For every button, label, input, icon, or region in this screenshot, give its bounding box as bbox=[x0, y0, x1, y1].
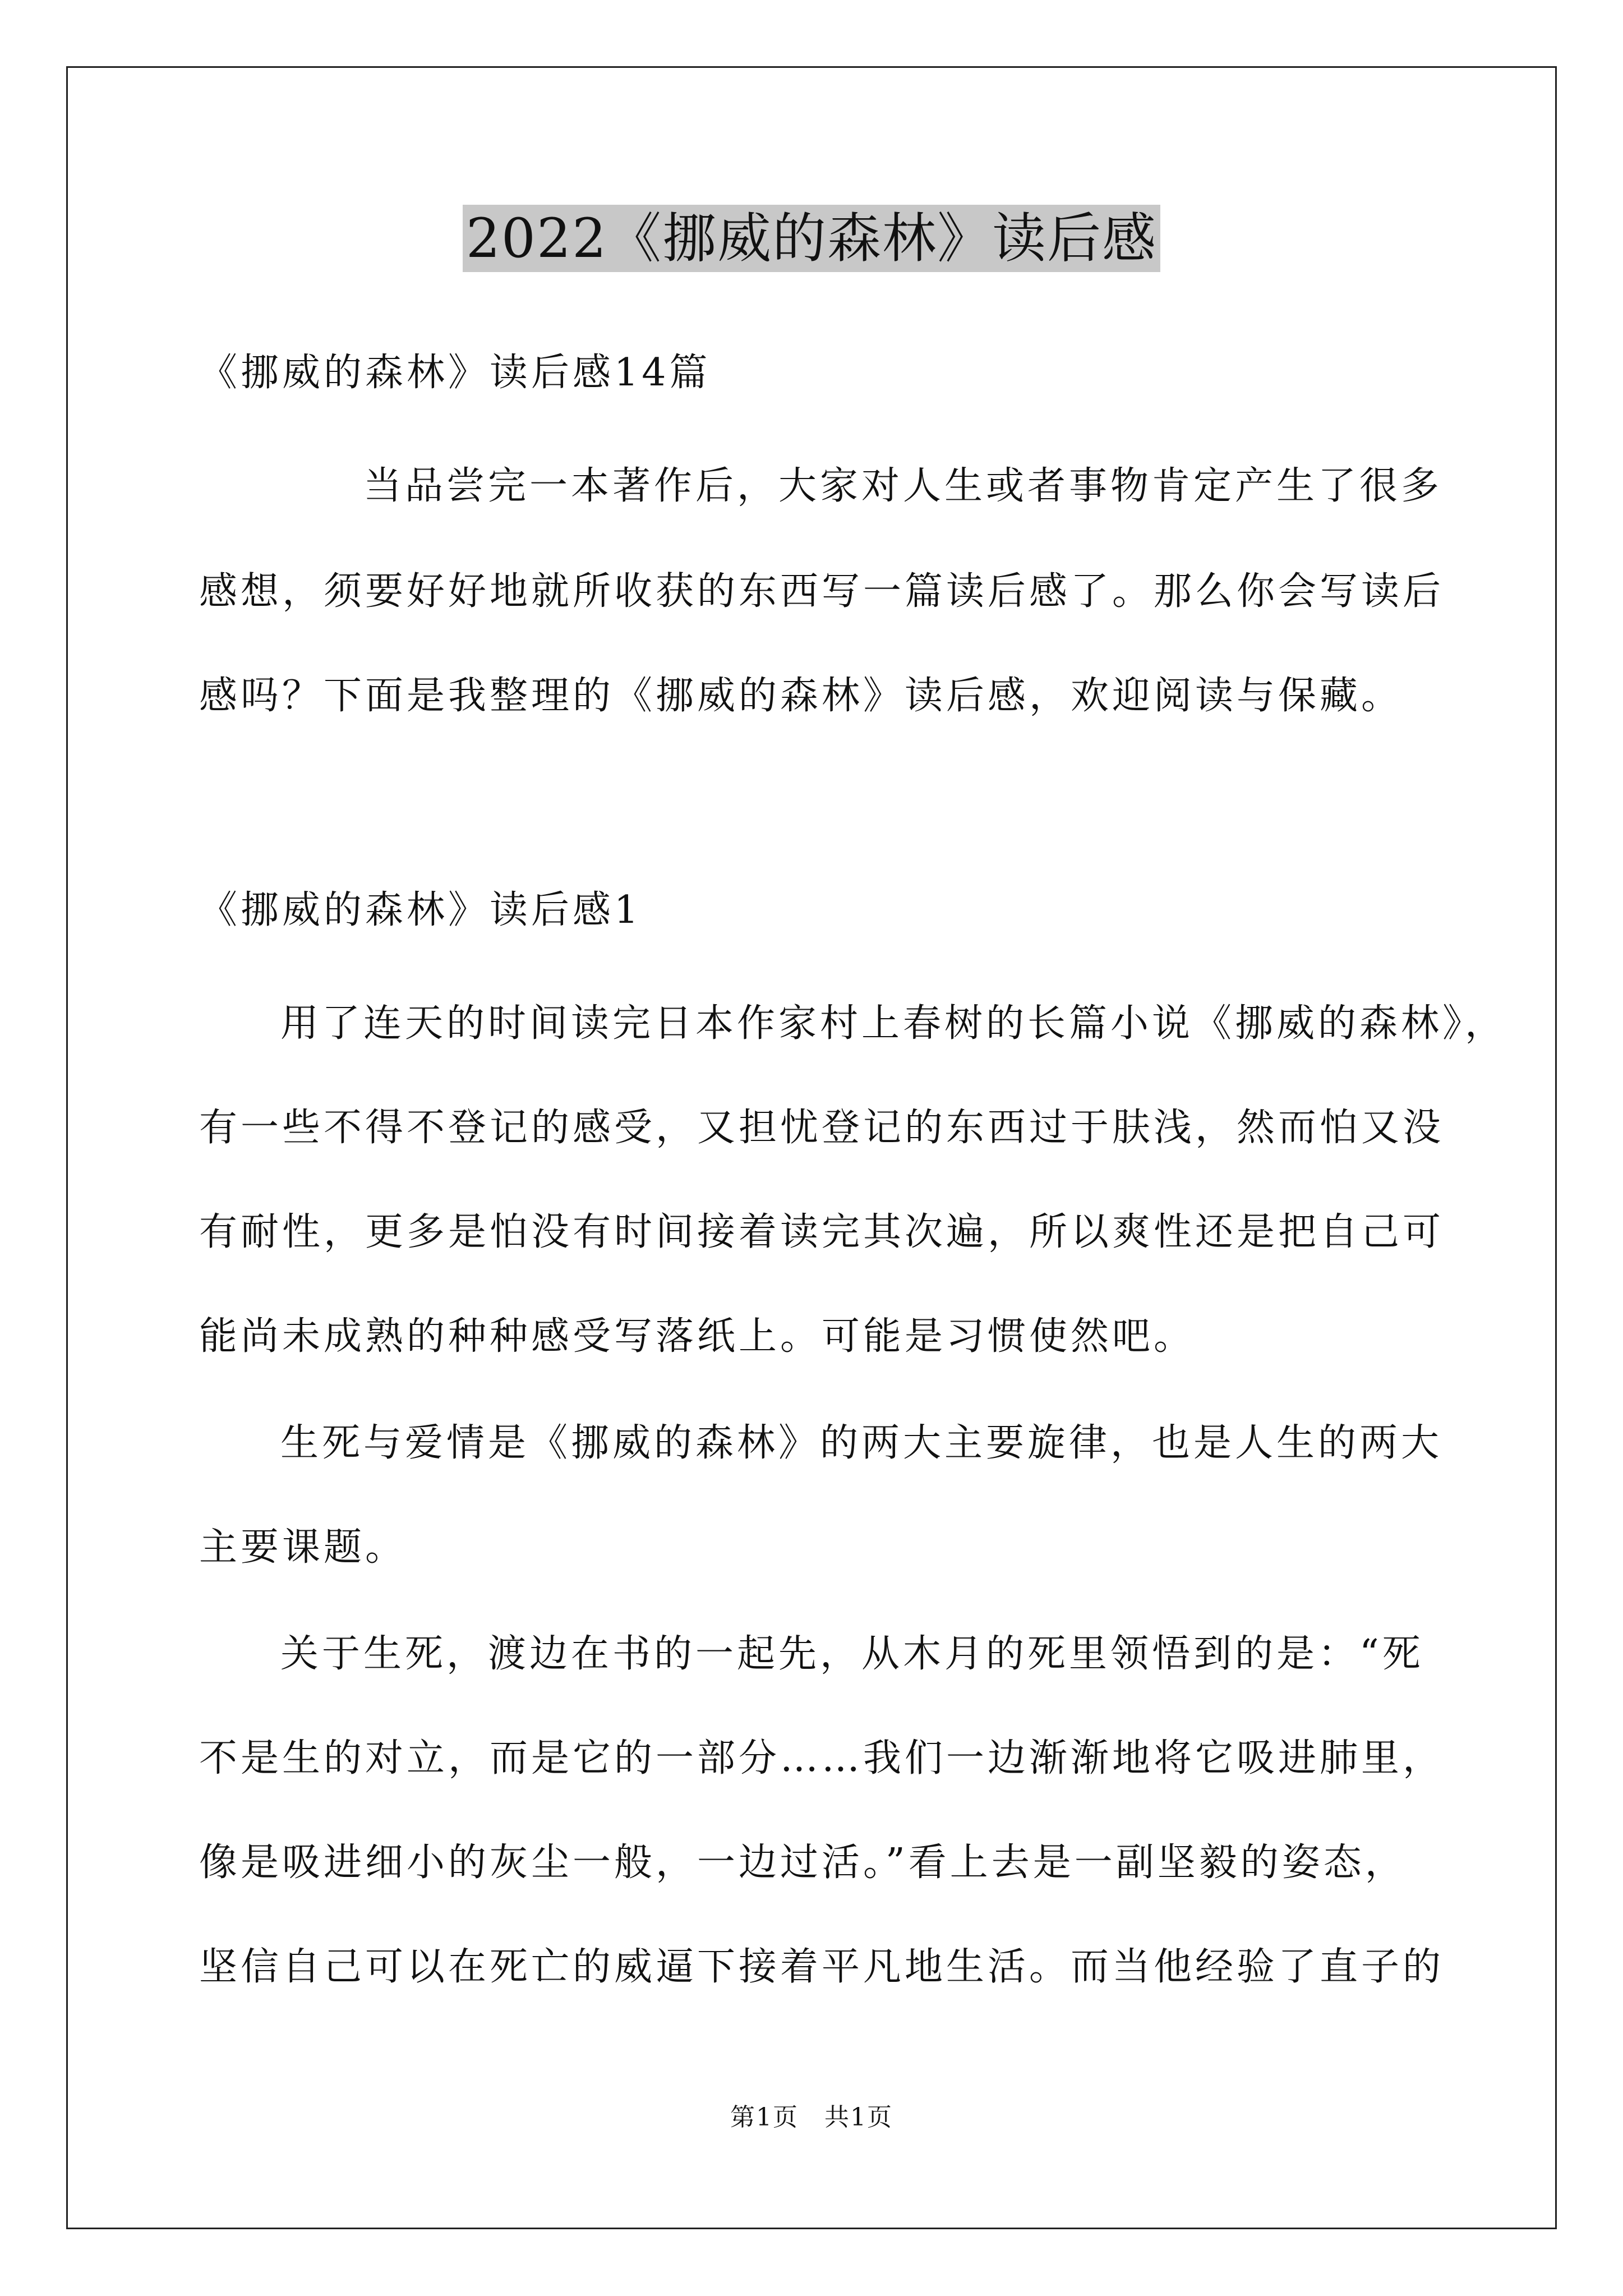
paragraph-2-line-2: 主要课题。 bbox=[199, 1525, 407, 1570]
paragraph-3-line-1: 关于生死，渡边在书的一起先，从木月的死里领悟到的是：“死 bbox=[280, 1632, 1424, 1676]
intro-line-1: 当品尝完一本著作后，大家对人生或者事物肯定产生了很多 bbox=[363, 464, 1443, 508]
paragraph-2-line-1: 生死与爱情是《挪威的森林》的两大主要旋律，也是人生的两大 bbox=[280, 1421, 1443, 1465]
intro-line-2: 感想，须要好好地就所收获的东西写一篇读后感了。那么你会写读后 bbox=[199, 569, 1445, 614]
paragraph-3-line-2: 不是生的对立，而是它的一部分……我们一边渐渐地将它吸进肺里， bbox=[199, 1736, 1445, 1780]
paragraph-1-line-4: 能尚未成熟的种种感受写落纸上。可能是习惯使然吧。 bbox=[199, 1314, 1196, 1359]
paragraph-1-line-1: 用了连天的时间读完日本作家村上春树的长篇小说《挪威的森林》， bbox=[280, 1001, 1507, 1046]
intro-line-3: 感吗？下面是我整理的《挪威的森林》读后感，欢迎阅读与保藏。 bbox=[199, 674, 1403, 718]
section-heading: 《挪威的森林》读后感1 bbox=[199, 888, 642, 932]
page-footer: 第1页 共1页 bbox=[730, 2103, 893, 2132]
document-title-text: 2022《挪威的森林》读后感 bbox=[463, 205, 1160, 272]
paragraph-1-line-3: 有耐性，更多是怕没有时间接着读完其次遍，所以爽性还是把自己可 bbox=[199, 1210, 1445, 1254]
document-title bbox=[0, 202, 1623, 275]
subtitle: 《挪威的森林》读后感14篇 bbox=[199, 351, 711, 395]
paragraph-1-line-2: 有一些不得不登记的感受，又担忧登记的东西过于肤浅，然而怕又没 bbox=[199, 1106, 1445, 1150]
paragraph-3-line-3: 像是吸进细小的灰尘一般，一边过活。”看上去是一副坚毅的姿态， bbox=[199, 1841, 1407, 1885]
paragraph-3-line-4: 坚信自己可以在死亡的威逼下接着平凡地生活。而当他经验了直子的 bbox=[199, 1945, 1445, 1989]
